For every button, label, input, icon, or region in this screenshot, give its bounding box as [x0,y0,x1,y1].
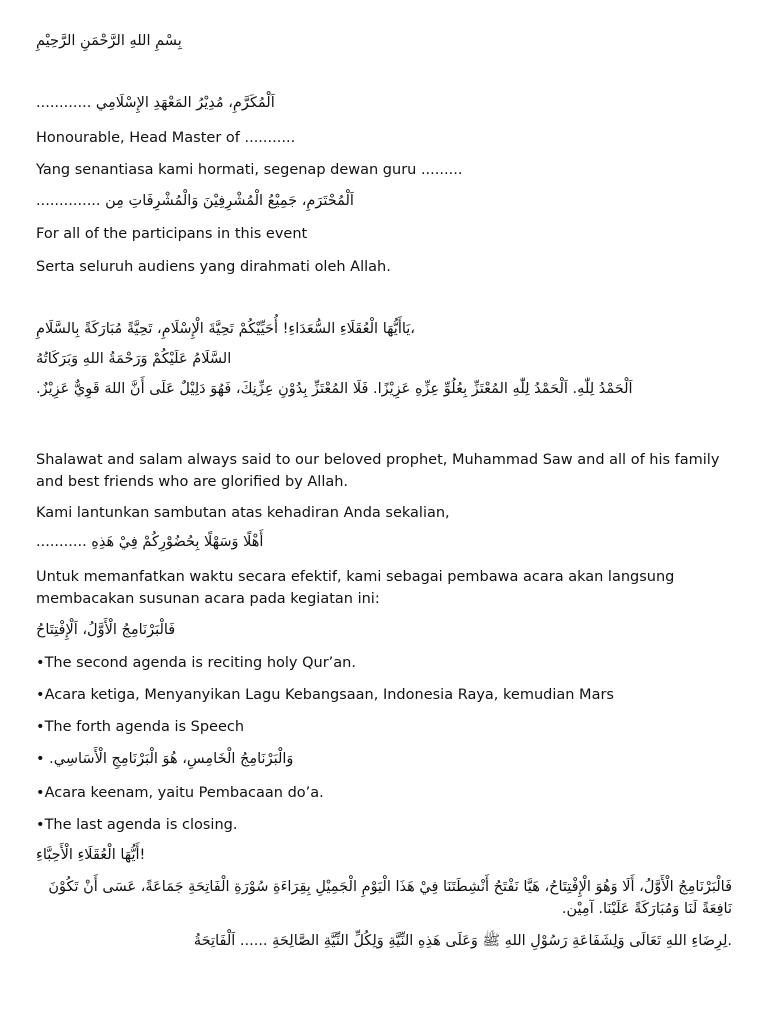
arabic-agenda-5: وَالْبَرْنَامِجُ الْخَامِسِ، هُوَ الْبَرْنَامِجِ الْأَسَاسِي. • [36,751,294,767]
basmalah-line: بِسْمِ اللهِ الرَّحْمَنِ الرَّحِيْمِ [36,33,182,49]
arabic-ayyuha-line: !أَيُّهَا الْعُقَلَاءِ الْأَحِبَّاءِ [36,847,146,863]
arabic-mudir-line: اَلْمُكَرَّمِ، مُدِيْرُ المَعْهَدِ الإِسْلَامِي ............ [36,95,275,111]
agenda-item-3: • Acara ketiga, Menyanyikan Lagu Kebangsaan, Indonesia Raya, kemudian Mars [36,684,614,706]
arabic-greeting-line: ،يَاأَيُّهَا الْعُقَلَاءِ السُّعَدَاءِ! أُحَيِّيْكُمْ تَحِيَّةَ الْإِسْلَامِ، تَحِيَّةً مُبَارَكَةً بِالسَّلَامِ [36,321,415,337]
agenda-item-7: • The last agenda is closing. [36,814,237,836]
honourable-line: Honourable, Head Master of ........... [36,130,296,146]
agenda-item-6: • Acara keenam, yaitu Pembacaan do’a. [36,782,324,804]
kami-line: Kami lantunkan sambutan atas kehadiran Anda sekalian, [36,505,450,521]
serta-line: Serta seluruh audiens yang dirahmati oleh Allah. [36,259,391,275]
agenda-item-5-text: وَالْبَرْنَامِجُ الْخَامِسِ، هُوَ الْبَرْنَامِجِ الْأَسَاسِي. [49,751,294,767]
arabic-agenda-1: فَالْبَرْنَامِجُ الْأَوَّلُ، اَلْإِفْتِتَاحُ [36,622,176,638]
arabic-ahlan-line: أَهْلًا وَسَهْلًا بِحُضُوْرِكُمْ فِيْ هَذِهِ ........... [36,534,264,550]
arabic-mushrif-line: اَلْمُحْتَرَمِ، جَمِيْعُ الْمُشْرِفِيْنَ وَالْمُشْرِفَاتِ مِن .............. [36,193,354,209]
shalawat-paragraph: Shalawat and salam always said to our beloved prophet, Muhammad Saw and all of his family and best friends who are glorified by Allah. [36,452,720,490]
arabic-salam-line: السَّلَامُ عَلَيْكُمْ وَرَحْمَةُ اللهِ وَبَرَكَاتُهُ [36,351,232,367]
arabic-fatihah-line: .لِرِضَاءِ اللهِ تَعَالَى وَلِشَفَاعَةِ رَسُوْلِ اللهِ ﷺ وَعَلَى هَذِهِ النِّيَّةِ وَلِكُلِّ النِّيَّةِ الصَّالِحَةِ ...... اَلْفَاتِحَةُ [193,933,732,949]
yang-line: Yang senantiasa kami hormati, segenap dewan guru ......... [36,162,463,178]
agenda-item-2: • The second agenda is reciting holy Qur’an. [36,652,356,674]
arabic-iftitah-paragraph: فَالْبَرْنَامِجُ الْأَوَّلُ، أَلَا وَهُوَ الْإِفْتِتَاحُ، هَيَّا نَفْتَحُ أَنْشِطَتَنَا فِيْ هَذَا الْيَوْمِ الْجَمِيْلِ بِقِرَاءَةِ سُوْرَةِ الْفَاتِحَةِ جَمَاعَةً، عَسَى أَنْ تَكُوْنَ نَافِعَةً لَنَا وَمُبَارَكَةً عَلَيْنَا. آمِيْن. [48,879,732,917]
untuk-paragraph: Untuk memanfatkan waktu secara efektif, kami sebagai pembawa acara akan langsung membacakan susunan acara pada kegiatan ini: [36,569,675,607]
for-all-line: For all of the participans in this event [36,226,308,242]
arabic-hamdalah-line: اَلْحَمْدُ لِلّٰهِ. اَلْحَمْدُ لِلّٰهِ المُعْتَزِّ بِعُلُوِّ عِزِّهِ عَزِيْزًا. فَلَا المُعْتَزِّ بِدُوْنِ عِزِّنِكَ، فَهُوَ دَلِيْلٌ عَلَى أَنَّ اللهَ قَوِيٌّ عَزِيْزٌ. [36,381,633,397]
agenda-item-4: • The forth agenda is Speech [36,716,244,738]
